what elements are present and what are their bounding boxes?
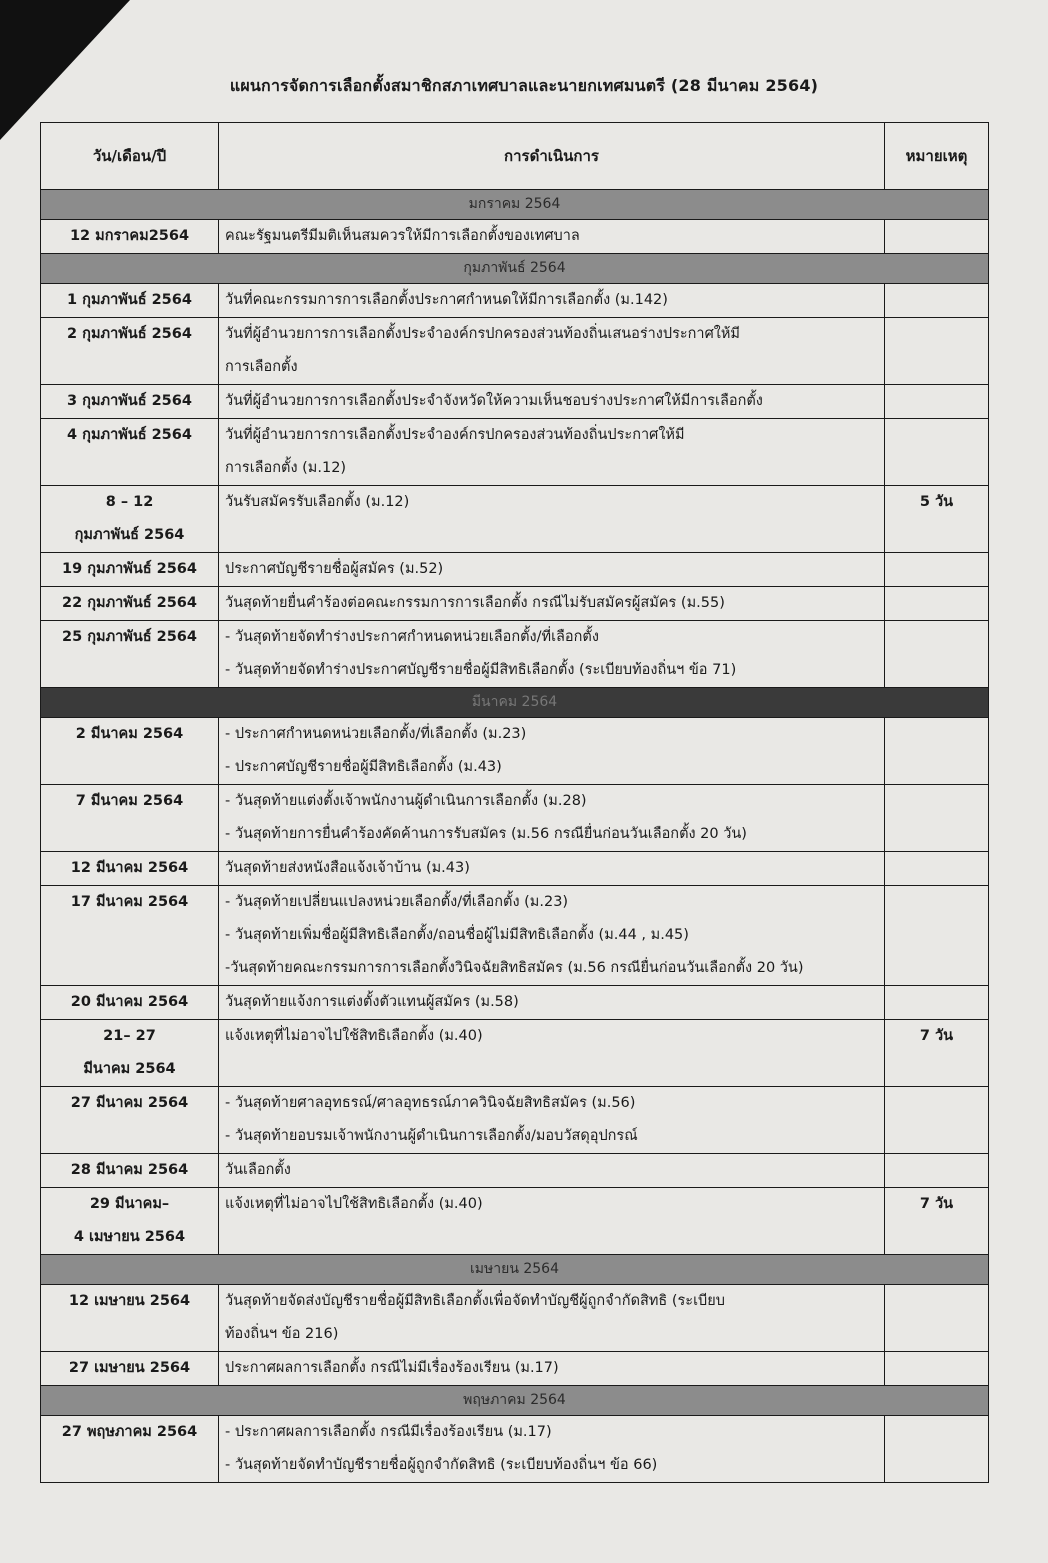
date-cell — [41, 1352, 219, 1386]
action-line: ประกาศบัญชีรายชื่อผู้สมัคร (ม.52) — [225, 561, 444, 577]
action-cell — [219, 1087, 885, 1154]
table-row — [41, 587, 989, 621]
date-text: 1 กุมภาพันธ์ 2564 — [67, 292, 192, 308]
action-line: วันสุดท้ายจัดส่งบัญชีรายชื่อผู้มีสิทธิเลือกตั้งเพื่อจัดทำบัญชีผู้ถูกจำกัดสิทธิ (ระเบียบ — [225, 1293, 725, 1309]
action-line: วันที่คณะกรรมการการเลือกตั้งประกาศกำหนดให้มีการเลือกตั้ง (ม.142) — [225, 292, 668, 308]
date-text: 27 เมษายน 2564 — [68, 1360, 191, 1376]
action-line: ประกาศผลการเลือกตั้ง กรณีไม่มีเรื่องร้องเรียน (ม.17) — [225, 1360, 559, 1376]
note-cell: 5 วัน — [885, 486, 989, 553]
date-cell — [41, 486, 219, 553]
table-row — [41, 1285, 989, 1352]
scan-corner-mark — [0, 0, 130, 140]
table-row — [41, 1154, 989, 1188]
month-label: เมษายน 2564 — [41, 1255, 989, 1285]
date-cell — [41, 886, 219, 986]
note-cell — [885, 1087, 989, 1154]
note-cell: 7 วัน — [885, 1188, 989, 1255]
date-text: 12 เมษายน 2564 — [68, 1293, 191, 1309]
date-cell — [41, 718, 219, 785]
action-line: - วันสุดท้ายการยื่นคำร้องคัดค้านการรับสมัคร (ม.56 กรณียื่นก่อนวันเลือกตั้ง 20 วัน) — [225, 826, 747, 842]
table-row — [41, 1352, 989, 1386]
date-text: มีนาคม 2564 — [83, 1061, 176, 1077]
date-text: 19 กุมภาพันธ์ 2564 — [62, 561, 197, 577]
date-cell — [41, 1188, 219, 1255]
date-cell — [41, 318, 219, 385]
action-cell — [219, 1154, 885, 1188]
action-line: -วันสุดท้ายคณะกรรมการการเลือกตั้งวินิจฉัยสิทธิสมัคร (ม.56 กรณียื่นก่อนวันเลือกตั้ง 20 วัน) — [225, 960, 804, 976]
action-cell — [219, 852, 885, 886]
date-text: 12 มกราคม2564 — [69, 228, 190, 244]
table-row — [41, 852, 989, 886]
date-text: 20 มีนาคม 2564 — [70, 994, 189, 1010]
table-row — [41, 785, 989, 852]
note-cell — [885, 587, 989, 621]
month-header-row — [41, 1386, 989, 1416]
date-cell — [41, 587, 219, 621]
action-cell — [219, 1352, 885, 1386]
table-row — [41, 553, 989, 587]
note-cell — [885, 318, 989, 385]
action-line: - วันสุดท้ายเพิ่มชื่อผู้มีสิทธิเลือกตั้ง/ถอนชื่อผู้ไม่มีสิทธิเลือกตั้ง (ม.44 , ม.45) — [225, 927, 689, 943]
date-text: 4 เมษายน 2564 — [73, 1229, 186, 1245]
month-header-row — [41, 254, 989, 284]
date-text: 27 มีนาคม 2564 — [70, 1095, 189, 1111]
date-cell — [41, 1416, 219, 1483]
date-text: กุมภาพันธ์ 2564 — [74, 527, 185, 543]
month-label: มกราคม 2564 — [41, 190, 989, 220]
date-text: 7 มีนาคม 2564 — [75, 793, 184, 809]
action-cell — [219, 318, 885, 385]
date-text: 27 พฤษภาคม 2564 — [61, 1424, 198, 1440]
action-cell — [219, 986, 885, 1020]
action-line: วันที่ผู้อำนวยการการเลือกตั้งประจำองค์กรปกครองส่วนท้องถิ่นเสนอร่างประกาศให้มี — [225, 326, 740, 342]
month-header-row — [41, 1255, 989, 1285]
table-row — [41, 385, 989, 419]
note-cell — [885, 220, 989, 254]
action-cell — [219, 385, 885, 419]
table-row — [41, 1416, 989, 1483]
month-label: พฤษภาคม 2564 — [41, 1386, 989, 1416]
date-cell — [41, 986, 219, 1020]
date-cell — [41, 1154, 219, 1188]
action-line: - ประกาศกำหนดหน่วยเลือกตั้ง/ที่เลือกตั้ง (ม.23) — [225, 726, 527, 742]
note-cell — [885, 1285, 989, 1352]
date-text: 3 กุมภาพันธ์ 2564 — [67, 393, 192, 409]
action-line: - วันสุดท้ายจัดทำร่างประกาศบัญชีรายชื่อผู้มีสิทธิเลือกตั้ง (ระเบียบท้องถิ่นฯ ข้อ 71) — [225, 662, 737, 678]
table-row — [41, 318, 989, 385]
action-line: คณะรัฐมนตรีมีมติเห็นสมควรให้มีการเลือกตั้งของเทศบาล — [225, 228, 580, 244]
table-row — [41, 886, 989, 986]
action-line: วันที่ผู้อำนวยการการเลือกตั้งประจำองค์กรปกครองส่วนท้องถิ่นประกาศให้มี — [225, 427, 685, 443]
action-line: แจ้งเหตุที่ไม่อาจไปใช้สิทธิเลือกตั้ง (ม.40) — [225, 1028, 483, 1044]
header-date: วัน/เดือน/ปี — [41, 123, 219, 190]
action-line: ท้องถิ่นฯ ข้อ 216) — [225, 1326, 339, 1342]
note-cell — [885, 419, 989, 486]
note-cell: 7 วัน — [885, 1020, 989, 1087]
note-cell — [885, 385, 989, 419]
action-line: วันเลือกตั้ง — [225, 1162, 291, 1178]
table-row — [41, 220, 989, 254]
date-text: 12 มีนาคม 2564 — [70, 860, 189, 876]
action-cell — [219, 1416, 885, 1483]
date-text: 25 กุมภาพันธ์ 2564 — [62, 629, 197, 645]
date-text: 22 กุมภาพันธ์ 2564 — [62, 595, 197, 611]
action-line: วันสุดท้ายแจ้งการแต่งตั้งตัวแทนผู้สมัคร (ม.58) — [225, 994, 519, 1010]
date-cell — [41, 1087, 219, 1154]
note-cell — [885, 886, 989, 986]
date-cell — [41, 1020, 219, 1087]
action-line: - ประกาศบัญชีรายชื่อผู้มีสิทธิเลือกตั้ง (ม.43) — [225, 759, 502, 775]
date-cell — [41, 1285, 219, 1352]
note-cell — [885, 621, 989, 688]
action-cell — [219, 718, 885, 785]
header-action: การดำเนินการ — [219, 123, 885, 190]
action-cell — [219, 419, 885, 486]
date-text: 21– 27 — [103, 1028, 156, 1044]
table-row — [41, 284, 989, 318]
note-cell — [885, 986, 989, 1020]
action-line: - วันสุดท้ายศาลอุทธรณ์/ศาลอุทธรณ์ภาควินิจฉัยสิทธิสมัคร (ม.56) — [225, 1095, 636, 1111]
month-header-row — [41, 190, 989, 220]
action-cell — [219, 486, 885, 553]
table-row — [41, 1020, 989, 1087]
note-cell — [885, 553, 989, 587]
action-line: - วันสุดท้ายจัดทำบัญชีรายชื่อผู้ถูกจำกัดสิทธิ (ระเบียบท้องถิ่นฯ ข้อ 66) — [225, 1457, 658, 1473]
action-cell — [219, 1285, 885, 1352]
action-line: - ประกาศผลการเลือกตั้ง กรณีมีเรื่องร้องเรียน (ม.17) — [225, 1424, 552, 1440]
note-cell — [885, 785, 989, 852]
action-cell — [219, 785, 885, 852]
date-text: 29 มีนาคม– — [89, 1196, 170, 1212]
table-row — [41, 986, 989, 1020]
action-cell — [219, 587, 885, 621]
election-schedule-table — [40, 122, 989, 1483]
action-line: การเลือกตั้ง (ม.12) — [225, 460, 347, 476]
date-cell — [41, 385, 219, 419]
document-title: แผนการจัดการเลือกตั้งสมาชิกสภาเทศบาลและนายกเทศมนตรี (28 มีนาคม 2564) — [229, 76, 819, 95]
action-line: - วันสุดท้ายเปลี่ยนแปลงหน่วยเลือกตั้ง/ที่เลือกตั้ง (ม.23) — [225, 894, 569, 910]
table-row — [41, 1087, 989, 1154]
action-line: - วันสุดท้ายแต่งตั้งเจ้าพนักงานผู้ดำเนินการเลือกตั้ง (ม.28) — [225, 793, 587, 809]
month-label: กุมภาพันธ์ 2564 — [41, 254, 989, 284]
date-text: 17 มีนาคม 2564 — [70, 894, 189, 910]
note-cell — [885, 718, 989, 785]
action-cell — [219, 284, 885, 318]
date-text: 8 – 12 — [105, 494, 154, 510]
header-note: หมายเหตุ — [885, 123, 989, 190]
month-label: มีนาคม 2564 — [41, 688, 989, 718]
date-cell — [41, 621, 219, 688]
date-cell — [41, 220, 219, 254]
note-cell — [885, 284, 989, 318]
table-header-row — [41, 123, 989, 190]
table-row — [41, 621, 989, 688]
note-cell — [885, 1352, 989, 1386]
date-text: 2 กุมภาพันธ์ 2564 — [67, 326, 192, 342]
date-cell — [41, 553, 219, 587]
table-body — [41, 190, 989, 1483]
action-cell — [219, 220, 885, 254]
action-cell — [219, 621, 885, 688]
action-line: - วันสุดท้ายอบรมเจ้าพนักงานผู้ดำเนินการเลือกตั้ง/มอบวัสดุอุปกรณ์ — [225, 1128, 638, 1144]
action-cell — [219, 553, 885, 587]
note-cell — [885, 1416, 989, 1483]
date-cell — [41, 852, 219, 886]
table-row — [41, 1188, 989, 1255]
action-line: วันสุดท้ายยื่นคำร้องต่อคณะกรรมการการเลือกตั้ง กรณีไม่รับสมัครผู้สมัคร (ม.55) — [225, 595, 725, 611]
action-line: แจ้งเหตุที่ไม่อาจไปใช้สิทธิเลือกตั้ง (ม.40) — [225, 1196, 483, 1212]
date-text: 2 มีนาคม 2564 — [75, 726, 184, 742]
note-cell — [885, 1154, 989, 1188]
table-row — [41, 718, 989, 785]
date-text: 4 กุมภาพันธ์ 2564 — [67, 427, 192, 443]
date-cell — [41, 284, 219, 318]
action-cell — [219, 1020, 885, 1087]
date-cell — [41, 419, 219, 486]
action-line: วันที่ผู้อำนวยการการเลือกตั้งประจำจังหวัดให้ความเห็นชอบร่างประกาศให้มีการเลือกตั้ง — [225, 393, 763, 409]
date-cell — [41, 785, 219, 852]
date-text: 28 มีนาคม 2564 — [70, 1162, 189, 1178]
month-header-row — [41, 688, 989, 718]
action-line: การเลือกตั้ง — [225, 359, 298, 375]
action-line: - วันสุดท้ายจัดทำร่างประกาศกำหนดหน่วยเลือกตั้ง/ที่เลือกตั้ง — [225, 629, 599, 645]
note-cell — [885, 852, 989, 886]
action-cell — [219, 886, 885, 986]
action-cell — [219, 1188, 885, 1255]
action-line: วันรับสมัครรับเลือกตั้ง (ม.12) — [225, 494, 410, 510]
table-row — [41, 419, 989, 486]
table-row — [41, 486, 989, 553]
action-line: วันสุดท้ายส่งหนังสือแจ้งเจ้าบ้าน (ม.43) — [225, 860, 470, 876]
